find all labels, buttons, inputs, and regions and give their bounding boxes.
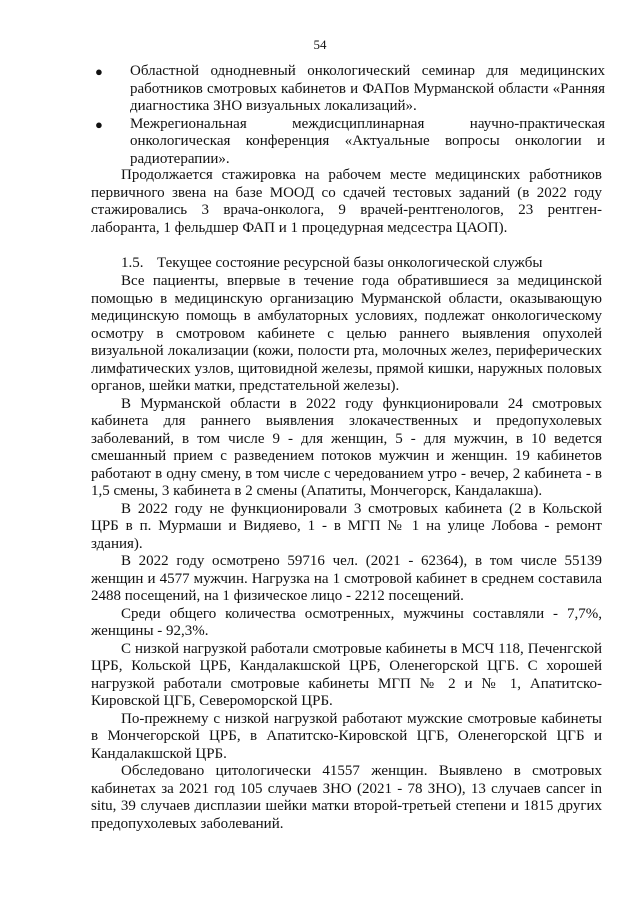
- paragraph: Среди общего количества осмотренных, мужчины составляли - 7,7%, женщины - 92,3%.: [91, 605, 602, 639]
- section-heading: [121, 255, 601, 273]
- paragraph: В 2022 году не функционировали 3 смотровых кабинета (2 в Кольской ЦРБ в п. Мурмаши и Видяево, 1 - в МГП № 1 на улице Лобова - ремонт здания).: [91, 500, 602, 552]
- paragraph: Все пациенты, впервые в течение года обратившиеся за медицинской помощью в медицинскую организацию Мурманской области, оказывающую медицинскую помощь в амбулаторных условиях, подлежат онкологическому осмотру в смотровом кабинете с целью раннего выявления опухолей визуальной локализации (кожи, полости рта, молочных желез, периферических лимфатических узлов, щитовидной железы, прямой кишки, наружных половых органов, шейки матки, предстательной железы).: [91, 273, 602, 394]
- paragraph: С низкой нагрузкой работали смотровые кабинеты в МСЧ 118, Печенгской ЦРБ, Кольской ЦРБ, Кандалакшской ЦРБ, Оленегорской ЦГБ. С хорошей нагрузкой работали смотровые кабинеты МГП № 2 и № 1, Апатитско-Кировской ЦГБ, Североморской ЦРБ.: [91, 640, 602, 709]
- page-number: 54: [313, 37, 327, 52]
- bullet-list: [95, 63, 605, 168]
- intro-block: [91, 167, 602, 237]
- bullet-item: [95, 63, 605, 116]
- bullet-text: Областной однодневный онкологический семинар для медицинских работников смотровых кабинетов и ФАПов Мурманской области «Ранняя диагностика ЗНО визуальных локализаций».: [130, 63, 605, 114]
- paragraph: В 2022 году осмотрено 59716 чел. (2021 - 62364), в том числе 55139 женщин и 4577 мужчин. Нагрузка на 1 смотровой кабинет в среднем составила 2488 посещений, на 1 физическое лицо - 2212 посещений.: [91, 553, 602, 604]
- section-number: 1.5.: [121, 255, 144, 271]
- body-text: [91, 273, 602, 833]
- bullet-text: Межрегиональная междисциплинарная научно-практическая онкологическая конференция «Актуальные вопросы онкологии и радиотерапии».: [130, 115, 605, 167]
- bullet-icon: ●: [95, 64, 103, 79]
- paragraph: По-прежнему с низкой нагрузкой работают мужские смотровые кабинеты в Мончегорской ЦРБ, в Апатитско-Кировской ЦГБ, Оленегорской ЦГБ и Кандалакшской ЦРБ.: [91, 710, 602, 762]
- bullet-icon: ●: [95, 116, 103, 132]
- section-title: Текущее состояние ресурсной базы онкологической службы: [157, 255, 543, 271]
- paragraph: Обследовано цитологически 41557 женщин. Выявлено в смотровых кабинетах за 2021 год 105 случаев ЗНО (2021 - 78 ЗНО), 13 случаев cancer in situ, 39 случаев дисплазии шейки матки второй-третьей степени и 1815 других предопухолевых заболеваний.: [91, 763, 602, 832]
- bullet-item: [95, 116, 605, 169]
- paragraph: В Мурманской области в 2022 году функционировали 24 смотровых кабинета для раннего выявления злокачественных и предопухолевых заболеваний, в том числе 9 - для женщин, 5 - для мужчин, в 10 ведется смешанный прием с разведением потоков мужчин и женщин. 19 кабинетов работают в одну смену, в том числе с чередованием утро - вечер, 2 кабинета - в 1,5 смены, 3 кабинета в 2 смены (Апатиты, Мончегорск, Кандалакша).: [91, 395, 602, 499]
- intro-paragraph: Продолжается стажировка на рабочем месте медицинских работников первичного звена на базе МООД со сдачей тестовых заданий (в 2022 году стажировались 3 врача-онколога, 9 врачей-рентгенологов, 23 рентген-лаборанта, 1 фельдшер ФАП и 1 процедурная медсестра ЦАОП).: [91, 167, 602, 236]
